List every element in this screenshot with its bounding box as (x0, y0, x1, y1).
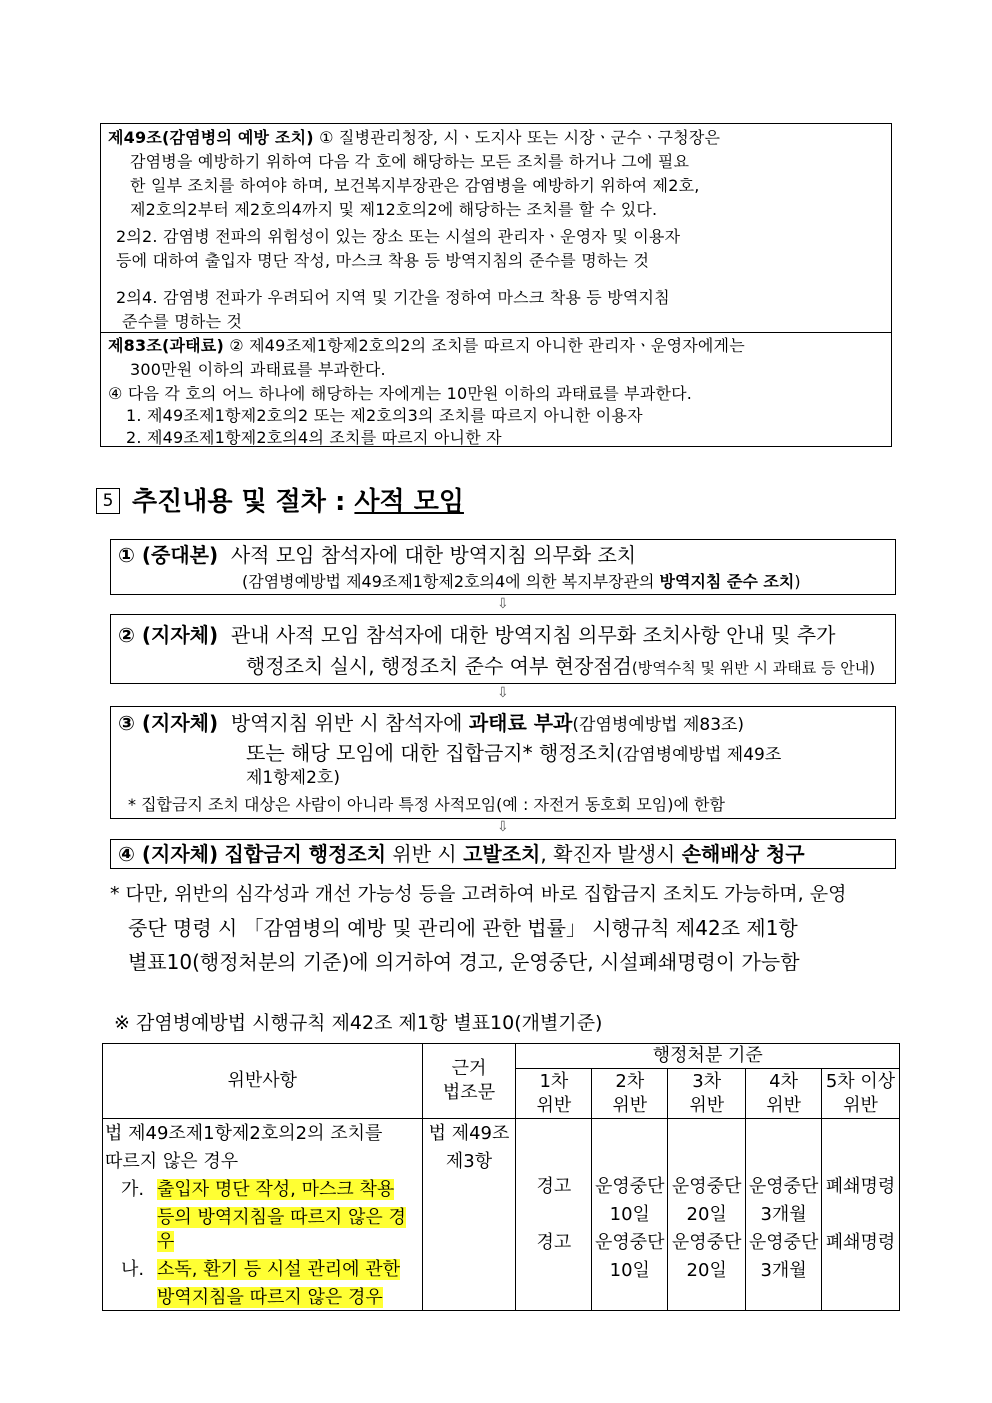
step-2-head: ② (지자체) (118, 623, 219, 647)
basis-line-2: 제3항 (445, 1151, 493, 1172)
penalty-3rd-ga-b: 20일 (686, 1204, 727, 1225)
violation-na-mark: 나. (121, 1259, 145, 1280)
step-2-line-1 (118, 621, 835, 649)
violation-ga (103, 1178, 422, 1254)
item-2-2-line-1: 2의2. 감염병 전파의 위험성이 있는 장소 또는 시설의 관리자ㆍ운영자 및 이용자 (116, 227, 681, 246)
table-row (103, 1119, 900, 1311)
basis-line-1: 법 제49조 (428, 1123, 510, 1144)
penalty-4th-ga-b: 3개월 (760, 1204, 807, 1225)
section-title-b: 사적 모임 (354, 487, 464, 517)
violation-main-1: 법 제49조제1항제2호의2의 조치를 (105, 1123, 383, 1144)
table-caption: ※ 감염병예방법 시행규칙 제42조 제1항 별표10(개별기준) (114, 1012, 603, 1034)
step-2-text-1: 관내 사적 모임 참석자에 대한 방역지침 의무화 조치사항 안내 및 추가 (230, 623, 836, 647)
step-1-text: 사적 모임 참석자에 대한 방역지침 의무화 조치 (230, 543, 637, 567)
penalty-3rd-ga-a: 운영중단 (671, 1176, 742, 1197)
header-2nd (592, 1069, 668, 1119)
header-5th-b: 위반 (843, 1094, 878, 1116)
article-49-line-3: 한 일부 조치를 하여야 하며, 보건복지부장관은 감염병을 예방하기 위하여 제2호, (130, 176, 700, 195)
item-2-4-line-2: 준수를 명하는 것 (122, 312, 243, 331)
step-1-sub-b: 방역지침 준수 조치 (659, 572, 795, 591)
footnote-line-2: 중단 명령 시 「감염병의 예방 및 관리에 관한 법률」 시행규칙 제42조 제1항 (128, 916, 798, 940)
violation-na-line-1: 소독, 환기 등 시설 관리에 관한 (157, 1259, 400, 1280)
basis-cell (422, 1119, 516, 1311)
footnote-line-3: 별표10(행정처분의 기준)에 의거하여 경고, 운영중단, 시설폐쇄명령이 가능함 (128, 950, 800, 974)
step-1-sub (242, 571, 801, 593)
section-title-a: 추진내용 및 절차 : (132, 487, 355, 517)
header-1st-b: 위반 (536, 1094, 572, 1116)
header-5th (822, 1069, 900, 1119)
header-3rd (668, 1069, 746, 1119)
article-49-title: 제49조(감염병의 예방 조치) (108, 128, 314, 147)
header-basis-2: 법조문 (442, 1082, 496, 1103)
step-2-text-2a: 행정조치 실시, 행정조치 준수 여부 현장점검 (246, 654, 632, 678)
header-violation: 위반사항 (103, 1044, 423, 1119)
arrow-down-icon: ⇩ (497, 685, 509, 701)
article-49-text-1: ① 질병관리청장, 시ㆍ도지사 또는 시장ㆍ군수ㆍ구청장은 (319, 128, 721, 147)
article-83-text-1: ② 제49조제1항제2호의2의 조치를 따르지 아니한 관리자ㆍ운영자에게는 (229, 336, 745, 355)
header-5th-a: 5차 이상 (825, 1070, 896, 1092)
violation-na-line-2: 방역지침을 따르지 않은 경우 (157, 1287, 383, 1308)
violation-ga-line-1: 출입자 명단 작성, 마스크 착용 (157, 1179, 395, 1200)
item-2-2-line-2: 등에 대하여 출입자 명단 작성, 마스크 착용 등 방역지침의 준수를 명하는 것 (116, 251, 650, 270)
section-number-box: 5 (96, 488, 120, 514)
step-3-line-3: 제1항제2호) (246, 768, 340, 788)
penalty-2nd-na-b: 10일 (609, 1260, 650, 1281)
step-4-line (118, 840, 805, 868)
step-1-sub-c: ) (794, 572, 801, 591)
penalty-1st-na: 경고 (536, 1232, 572, 1253)
article-83-line-4: 1. 제49조제1항제2호의2 또는 제2호의3의 조치를 따르지 아니한 이용자 (126, 406, 643, 425)
violation-na (103, 1258, 422, 1310)
penalty-4th-na-a: 운영중단 (748, 1232, 819, 1253)
step-3-text-1a: 방역지침 위반 시 참석자에 (230, 711, 469, 735)
step-1-head: ① (중대본) (118, 543, 219, 567)
step-3-text-2b: (감염병예방법 제49조 (616, 745, 782, 765)
arrow-down-icon: ⇩ (497, 596, 509, 612)
header-1st (516, 1069, 592, 1119)
penalty-3rd-na-b: 20일 (686, 1260, 727, 1281)
header-3rd-a: 3차 (692, 1070, 722, 1092)
penalty-5th-na: 폐쇄명령 (825, 1232, 896, 1253)
violation-ga-line-2: 등의 방역지침을 따르지 않은 경우 (157, 1207, 406, 1252)
step-3-note: * 집합금지 조치 대상은 사람이 아니라 특정 사적모임(예 : 자전거 동호회 모임)에 한함 (128, 795, 725, 814)
step-3-text-1c: (감염병예방법 제83조) (572, 715, 745, 735)
header-basis (422, 1044, 516, 1119)
step-4-head: ④ (지자체) (118, 842, 219, 866)
article-83-line-5: 2. 제49조제1항제2호의4의 조치를 따르지 아니한 자 (126, 428, 502, 447)
header-2nd-b: 위반 (612, 1094, 648, 1116)
step-3-line-2 (246, 739, 781, 769)
header-1st-a: 1차 (539, 1070, 569, 1092)
penalty-4th-cell (746, 1119, 822, 1311)
header-3rd-b: 위반 (689, 1094, 725, 1116)
article-83-title: 제83조(과태료) (108, 336, 224, 355)
header-4th (746, 1069, 822, 1119)
header-criteria: 행정처분 기준 (516, 1044, 900, 1069)
article-83-line-1 (108, 335, 745, 357)
step-4-text-c: 고발조치 (463, 842, 541, 866)
article-83-line-2: 300만원 이하의 과태료를 부과한다. (130, 360, 386, 379)
violation-cell (103, 1119, 423, 1311)
penalty-2nd-na-a: 운영중단 (595, 1232, 665, 1253)
article-83-line-3: ④ 다음 각 호의 어느 하나에 해당하는 자에게는 10만원 이하의 과태료를 부과한다. (108, 384, 693, 403)
penalty-5th-cell (822, 1119, 900, 1311)
article-49-line-2: 감염병을 예방하기 위하여 다음 각 호에 해당하는 모든 조치를 하거나 그에 필요 (130, 152, 690, 171)
step-3-head: ③ (지자체) (118, 711, 219, 735)
header-basis-1: 근거 (451, 1058, 487, 1079)
penalty-5th-ga: 폐쇄명령 (825, 1176, 896, 1197)
penalty-2nd-ga-b: 10일 (609, 1204, 650, 1225)
header-4th-b: 위반 (766, 1094, 801, 1116)
penalty-4th-na-b: 3개월 (760, 1260, 807, 1281)
step-2-line-2 (246, 652, 875, 682)
step-3-line-1 (118, 709, 744, 739)
section-heading (96, 485, 464, 519)
header-4th-a: 4차 (769, 1070, 799, 1092)
step-3-text-1b: 과태료 부과 (468, 711, 573, 735)
penalty-4th-ga-a: 운영중단 (748, 1176, 819, 1197)
step-4-text-d: , 확진자 발생시 (540, 842, 682, 866)
step-1-line (118, 541, 636, 569)
step-1-sub-a: (감염병예방법 제49조제1항제2호의4에 의한 복지부장관의 (242, 572, 660, 591)
footnote-line-1: * 다만, 위반의 심각성과 개선 가능성 등을 고려하여 바로 집합금지 조치도 가능하며, 운영 (110, 883, 847, 905)
penalty-2nd-ga-a: 운영중단 (595, 1176, 665, 1197)
penalty-3rd-na-a: 운영중단 (671, 1232, 742, 1253)
violation-ga-mark: 가. (121, 1179, 145, 1200)
violation-main-2: 따르지 않은 경우 (105, 1151, 239, 1172)
step-4-text-e: 손해배상 청구 (681, 842, 805, 866)
penalty-3rd-cell (668, 1119, 746, 1311)
article-49-line-4: 제2호의2부터 제2호의4까지 및 제12호의2에 해당하는 조치를 할 수 있다. (130, 200, 658, 219)
penalty-2nd-cell (592, 1119, 668, 1311)
penalty-1st-cell (516, 1119, 592, 1311)
penalty-table (102, 1043, 900, 1311)
step-2-text-2b: (방역수칙 및 위반 시 과태료 등 안내) (631, 659, 876, 677)
header-2nd-a: 2차 (615, 1070, 645, 1092)
arrow-down-icon: ⇩ (497, 819, 509, 835)
step-4-text-a: 집합금지 행정조치 (224, 842, 387, 866)
step-3-text-2a: 또는 해당 모임에 대한 집합금지* 행정조치 (246, 741, 617, 765)
article-49-line-1 (108, 127, 720, 149)
item-2-4-line-1: 2의4. 감염병 전파가 우려되어 지역 및 기간을 정하여 마스크 착용 등 방역지침 (116, 288, 670, 307)
penalty-1st-ga: 경고 (536, 1176, 572, 1197)
step-4-text-b: 위반 시 (386, 842, 464, 866)
